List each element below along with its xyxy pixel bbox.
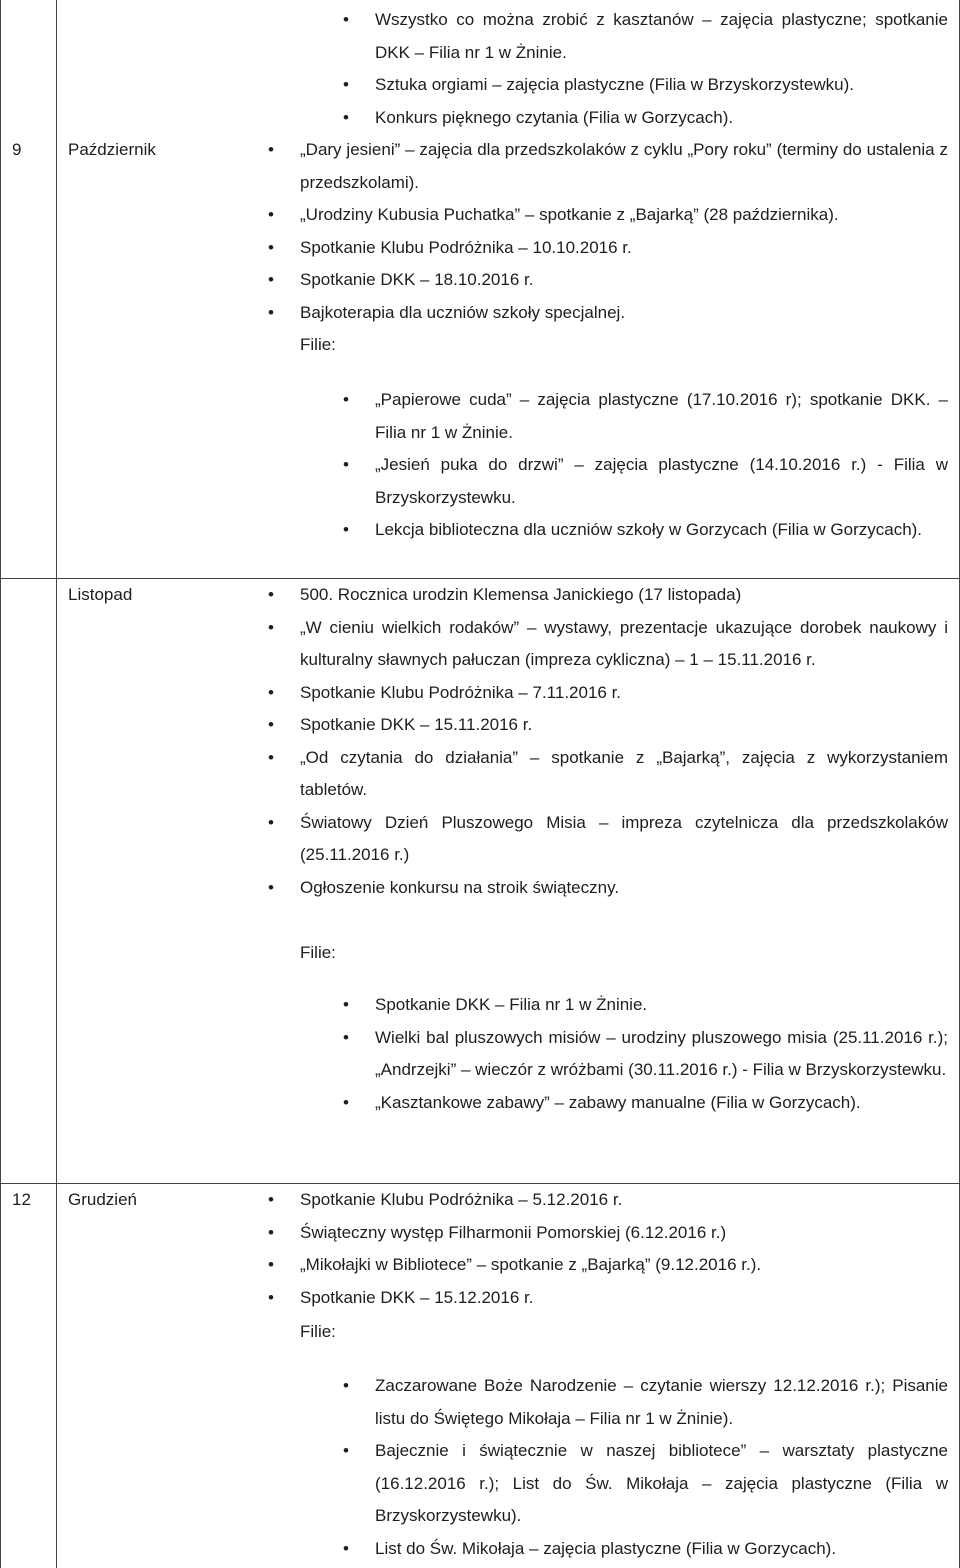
branches-label: Filie: [300, 335, 336, 354]
list-item: • „Od czytania do działania” – spotkanie z „Bajarką”, zajęcia z wykorzystaniem tabletów. [300, 742, 948, 807]
list-item: • Światowy Dzień Pluszowego Misia – impreza czytelnicza dla przedszkolaków (25.11.2016 r.) [300, 807, 948, 872]
list-item: • Spotkanie Klubu Podróżnika – 10.10.2016 r. [300, 232, 948, 265]
list-item: • Bajkoterapia dla uczniów szkoły specjalnej. [300, 297, 948, 330]
activities-list [300, 134, 948, 329]
list-item: • Konkurs pięknego czytania (Filia w Gorzycach). [375, 102, 948, 135]
table-column-divider [56, 0, 57, 1568]
activities-list [300, 579, 948, 904]
list-item: • „Papierowe cuda” – zajęcia plastyczne (17.10.2016 r); spotkanie DKK. – Filia nr 1 w Żninie. [375, 384, 948, 449]
list-item: • Ogłoszenie konkursu na stroik świąteczny. [300, 872, 948, 905]
branches-label: Filie: [300, 943, 336, 962]
list-item: • „Jesień puka do drzwi” – zajęcia plastyczne (14.10.2016 r.) - Filia w Brzyskorzystewku. [375, 449, 948, 514]
list-item: • „Kasztankowe zabawy” – zabawy manualne (Filia w Gorzycach). [375, 1087, 948, 1120]
month-name: Październik [68, 140, 156, 159]
list-item: • List do Św. Mikołaja – zajęcia plastyczne (Filia w Gorzycach). [375, 1533, 948, 1566]
branch-activities-list [375, 4, 948, 134]
list-item: • Wielki bal pluszowych misiów – urodziny pluszowego misia (25.11.2016 r.); „Andrzejki” – wieczór z wróżbami (30.11.2016 r.) - Filia w Brzyskorzystewku. [375, 1022, 948, 1087]
branches-label: Filie: [300, 1322, 336, 1341]
list-item: • „Mikołajki w Bibliotece” – spotkanie z „Bajarką” (9.12.2016 r.). [300, 1249, 948, 1282]
list-item: • „W cieniu wielkich rodaków” – wystawy, prezentacje ukazujące dorobek naukowy i kulturalny sławnych pałuczan (impreza cykliczna) – 1 – 15.11.2016 r. [300, 612, 948, 677]
list-item: • Spotkanie DKK – 18.10.2016 r. [300, 264, 948, 297]
list-item: • Bajecznie i świątecznie w naszej bibliotece” – warsztaty plastyczne (16.12.2016 r.); List do Św. Mikołaja – zajęcia plastyczne (Filia w Brzyskorzystewku). [375, 1435, 948, 1533]
month-number: 9 [12, 140, 22, 159]
list-item: • „Dary jesieni” – zajęcia dla przedszkolaków z cyklu „Pory roku” (terminy do ustalenia z przedszkolami). [300, 134, 948, 199]
list-item: • Sztuka orgiami – zajęcia plastyczne (Filia w Brzyskorzystewku). [375, 69, 948, 102]
list-item: • Zaczarowane Boże Narodzenie – czytanie wierszy 12.12.2016 r.); Pisanie listu do Świętego Mikołaja – Filia nr 1 w Żninie). [375, 1370, 948, 1435]
list-item: • Spotkanie DKK – 15.11.2016 r. [300, 709, 948, 742]
branch-activities-list [375, 384, 948, 547]
month-number: 12 [12, 1190, 31, 1209]
list-item: • Spotkanie Klubu Podróżnika – 7.11.2016 r. [300, 677, 948, 710]
month-name: Listopad [68, 585, 133, 604]
branch-activities-list [375, 989, 948, 1119]
list-item: • Spotkanie Klubu Podróżnika – 5.12.2016 r. [300, 1184, 948, 1217]
list-item: • Spotkanie DKK – Filia nr 1 w Żninie. [375, 989, 948, 1022]
list-item: • „Urodziny Kubusia Puchatka” – spotkanie z „Bajarką” (28 października). [300, 199, 948, 232]
activities-list [300, 1184, 948, 1314]
list-item: • Spotkanie DKK – 15.12.2016 r. [300, 1282, 948, 1315]
table-border-left [0, 0, 1, 1568]
list-item: • 500. Rocznica urodzin Klemensa Janickiego (17 listopada) [300, 579, 948, 612]
list-item: • Świąteczny występ Filharmonii Pomorskiej (6.12.2016 r.) [300, 1217, 948, 1250]
month-name: Grudzień [68, 1190, 137, 1209]
branch-activities-list [375, 1370, 948, 1565]
list-item: • Wszystko co można zrobić z kasztanów – zajęcia plastyczne; spotkanie DKK – Filia nr 1 w Żninie. [375, 4, 948, 69]
list-item: • Lekcja biblioteczna dla uczniów szkoły w Gorzycach (Filia w Gorzycach). [375, 514, 948, 547]
